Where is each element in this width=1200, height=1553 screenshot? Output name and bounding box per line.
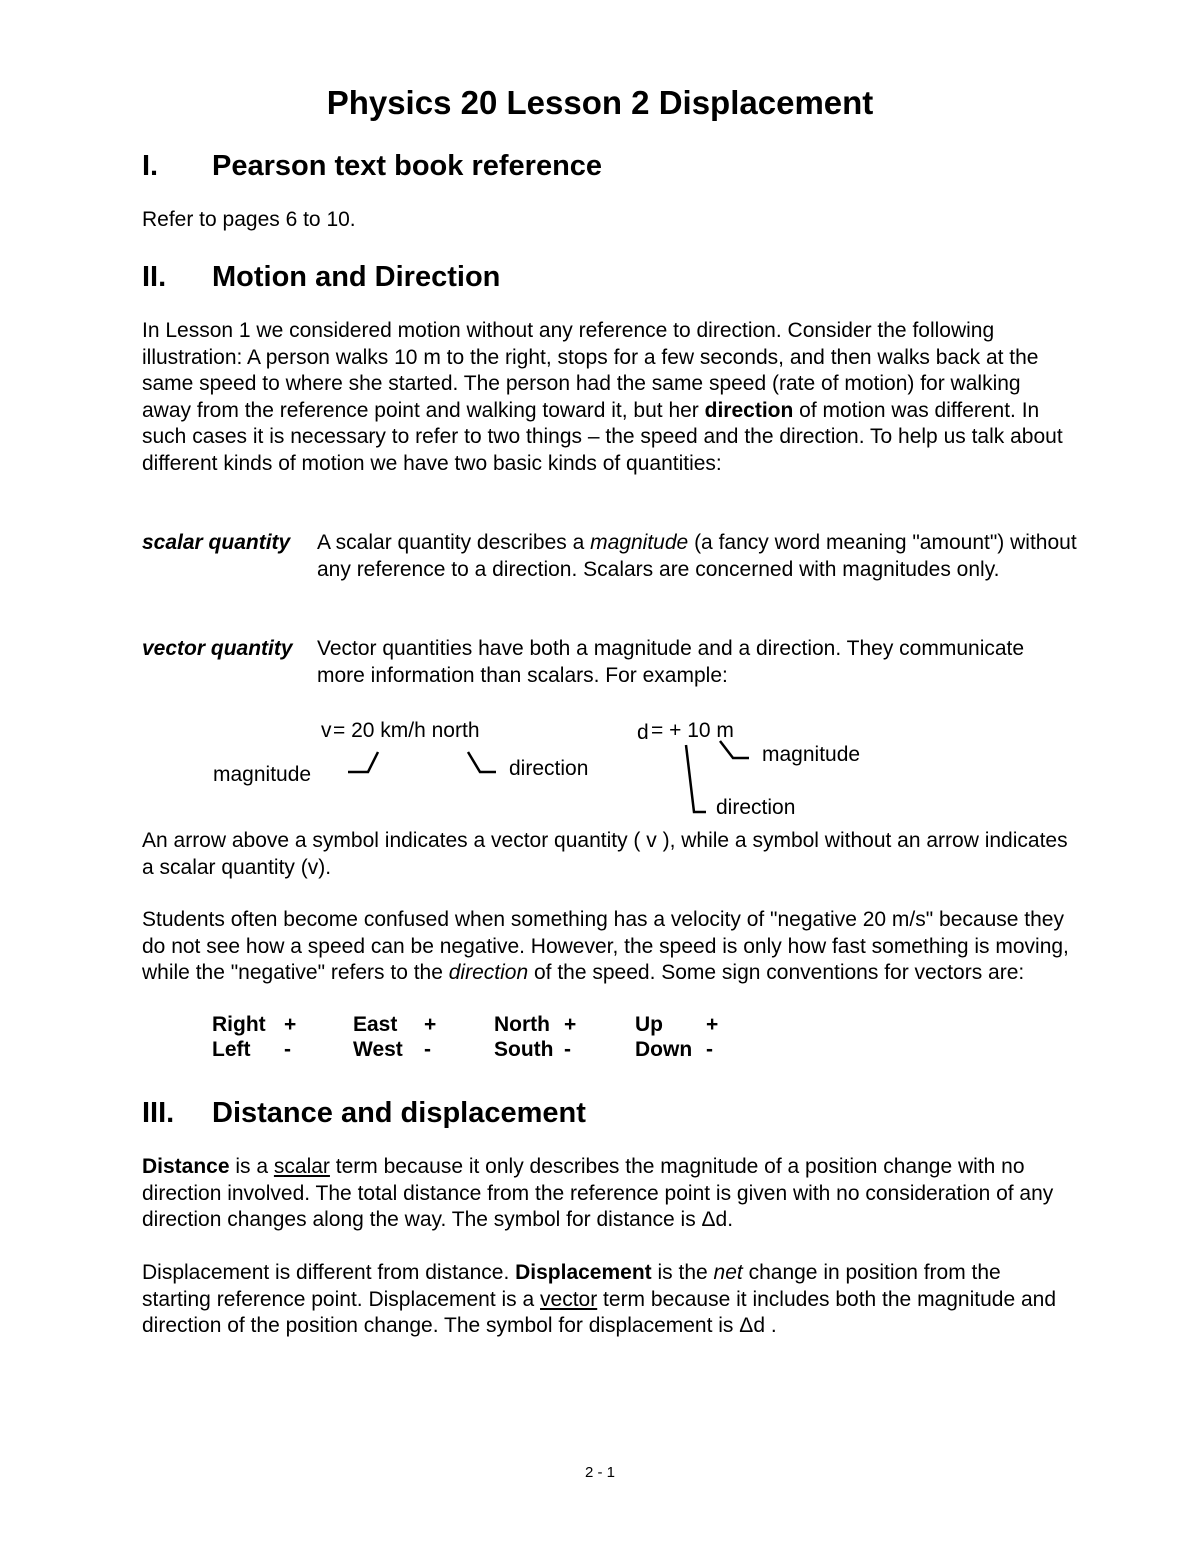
example-d-symbol: d [637, 721, 649, 744]
sign-south: South [494, 1038, 554, 1061]
displacement-text-2: is the [651, 1261, 714, 1284]
distance-paragraph [142, 1154, 1072, 1234]
sign-up-plus: + [706, 1013, 719, 1036]
section-3-numeral: III. [142, 1097, 175, 1129]
sign-left: Left [212, 1038, 251, 1061]
sign-down-minus: - [706, 1038, 713, 1061]
displacement-text-3: change in position from the starting reference point. Displacement is a [142, 1261, 1001, 1311]
distance-underline-scalar: scalar [273, 1155, 330, 1178]
displacement-text-4: term because it includes both the magnitude and direction of the position change. The symbol for displacement is [142, 1287, 1057, 1337]
sign-right-plus: + [284, 1013, 297, 1036]
example-v-symbol: v [321, 719, 332, 742]
page-title: Physics 20 Lesson 2 Displacement [326, 84, 874, 121]
example-v-direction-label: direction [509, 757, 589, 780]
d-magnitude-pointer [720, 741, 749, 758]
displacement-symbol-d: d [753, 1314, 765, 1337]
sign-down: Down [635, 1038, 693, 1061]
sign-right: Right [212, 1013, 266, 1036]
displacement-symbol-delta: Δ [739, 1314, 754, 1337]
scalar-term: scalar quantity [142, 531, 291, 554]
arrow-note-text-2: ), while a symbol without an arrow indicates a scalar quantity (v). [142, 829, 1068, 879]
sign-south-minus: - [564, 1038, 571, 1061]
example-v-expression: = 20 km/h north [333, 719, 480, 742]
sign-north: North [494, 1013, 550, 1036]
arrow-note-vector-symbol: v [646, 829, 657, 852]
sign-west-minus: - [424, 1038, 431, 1061]
vector-term: vector quantity [142, 637, 293, 660]
section-2-numeral: II. [142, 261, 167, 293]
motion-bold-direction: direction [704, 398, 794, 422]
sign-north-plus: + [564, 1013, 577, 1036]
displacement-text-1: Displacement is different from distance. [142, 1261, 516, 1284]
distance-symbol: Δd. [701, 1208, 734, 1231]
sign-east: East [353, 1013, 398, 1036]
sign-west: West [353, 1038, 403, 1061]
negative-note-paragraph [142, 907, 1072, 987]
displacement-italic-net: net [713, 1261, 743, 1284]
arrow-note-paragraph [142, 828, 1072, 881]
scalar-def-italic: magnitude [590, 531, 689, 554]
distance-text-2: term because it only describes the magnitude of a position change with no direction involved. The total distance from the reference point is given with no consideration of any direction changes along the way. The symbol for distance is [142, 1155, 1054, 1231]
section-2-heading: Motion and Direction [212, 261, 501, 293]
distance-text-1: is a [229, 1155, 274, 1178]
sign-up: Up [635, 1013, 663, 1036]
negative-note-text-2: of the speed. Some sign conventions for vectors are: [528, 961, 1025, 984]
d-direction-pointer [686, 745, 706, 812]
displacement-text-end: . [765, 1314, 777, 1337]
displacement-underline-vector: vector [540, 1287, 598, 1311]
v-magnitude-pointer [348, 752, 378, 772]
section-1-text: Refer to pages 6 to 10. [142, 208, 356, 231]
scalar-def-1: A scalar quantity describes a [317, 531, 591, 554]
vector-definition: Vector quantities have both a magnitude and a direction. They communicate more information than scalars. For example: [317, 637, 1025, 687]
displacement-bold: Displacement [515, 1261, 652, 1284]
example-d-magnitude-label: magnitude [762, 743, 861, 766]
section-3-heading: Distance and displacement [212, 1097, 586, 1129]
example-v-magnitude-label: magnitude [213, 763, 312, 786]
motion-text-2: of motion was different. In such cases it is necessary to refer to two things – the speed and the direction. To help us talk about different kinds of motion we have two basic kinds of quantities: [142, 398, 1063, 475]
page-number: 2 - 1 [584, 1464, 615, 1481]
section-1-numeral: I. [142, 150, 159, 182]
motion-text-1: In Lesson 1 we considered motion without any reference to direction. Consider the following illustration: A person walks 10 m to the right, stops for a few seconds, and then walks back at the same speed to where she started. The person had the same speed (rate of motion) for walking away from the reference point and walking toward it, but her [142, 319, 1039, 422]
example-d-expression: = + 10 m [651, 719, 734, 742]
example-d-direction-label: direction [716, 796, 796, 819]
sign-left-minus: - [284, 1038, 291, 1061]
distance-bold: Distance [142, 1155, 230, 1178]
negative-note-text-1: Students often become confused when something has a velocity of "negative 20 m/s" because they do not see how a speed can be negative. However, the speed is only how fast something is moving, while the "negative" refers to the [142, 908, 1069, 984]
arrow-note-text-1: An arrow above a symbol indicates a vector quantity ( [142, 829, 647, 852]
scalar-def-2: (a fancy word meaning "amount") without any reference to a direction. Scalars are concerned with magnitudes only. [317, 531, 1077, 581]
sign-east-plus: + [424, 1013, 437, 1036]
section-1-heading: Pearson text book reference [212, 150, 603, 182]
negative-note-italic: direction [448, 961, 529, 984]
v-direction-pointer [468, 752, 496, 772]
displacement-paragraph [142, 1260, 1072, 1340]
